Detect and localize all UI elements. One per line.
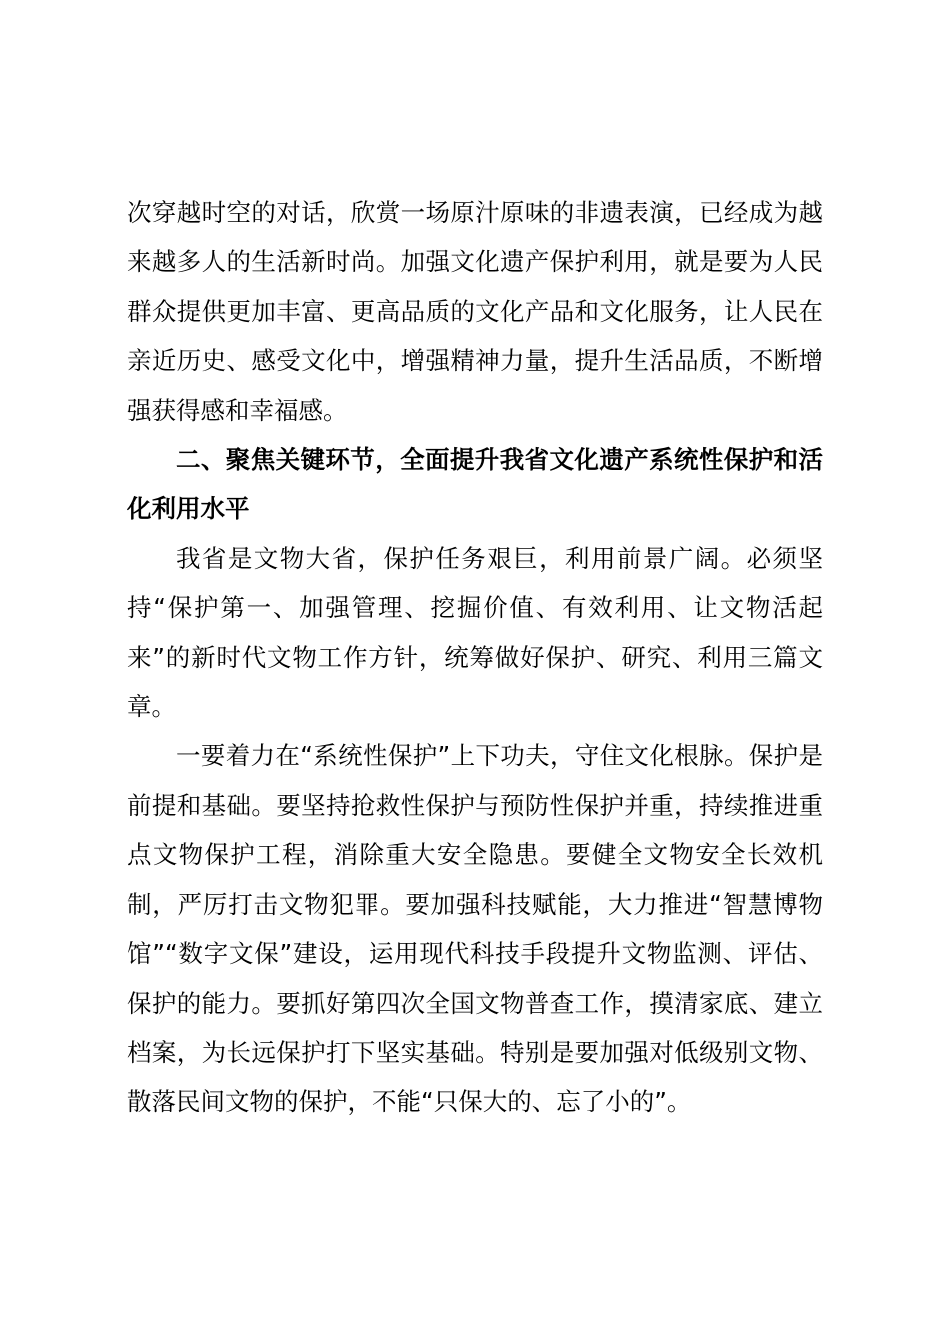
- paragraph-intro: 我省是文物大省，保护任务艰巨，利用前景广阔。必须坚持“保护第一、加强管理、挖掘价值、有效利用、让文物活起来”的新时代文物工作方针，统筹做好保护、研究、利用三篇文章。: [127, 543, 823, 722]
- paragraph-continuation: 次穿越时空的对话，欣赏一场原汁原味的非遗表演，已经成为越来越多人的生活新时尚。加强文化遗产保护利用，就是要为人民群众提供更加丰富、更高品质的文化产品和文化服务，让人民在亲近历史、感受文化中，增强精神力量，提升生活品质，不断增强获得感和幸福感。: [127, 198, 823, 425]
- document-body: [127, 188, 823, 1127]
- section-heading: 二、聚焦关键环节，全面提升我省文化遗产系统性保护和活化利用水平: [127, 445, 823, 524]
- paragraph-point-one: 一要着力在“系统性保护”上下功夫，守住文化根脉。保护是前提和基础。要坚持抢救性保护与预防性保护并重，持续推进重点文物保护工程，消除重大安全隐患。要健全文物安全长效机制，严厉打击文物犯罪。要加强科技赋能，大力推进“智慧博物馆”“数字文保”建设，运用现代科技手段提升文物监测、评估、保护的能力。要抓好第四次全国文物普查工作，摸清家底、建立档案，为长远保护打下坚实基础。特别是要加强对低级别文物、散落民间文物的保护，不能“只保大的、忘了小的”。: [127, 741, 823, 1117]
